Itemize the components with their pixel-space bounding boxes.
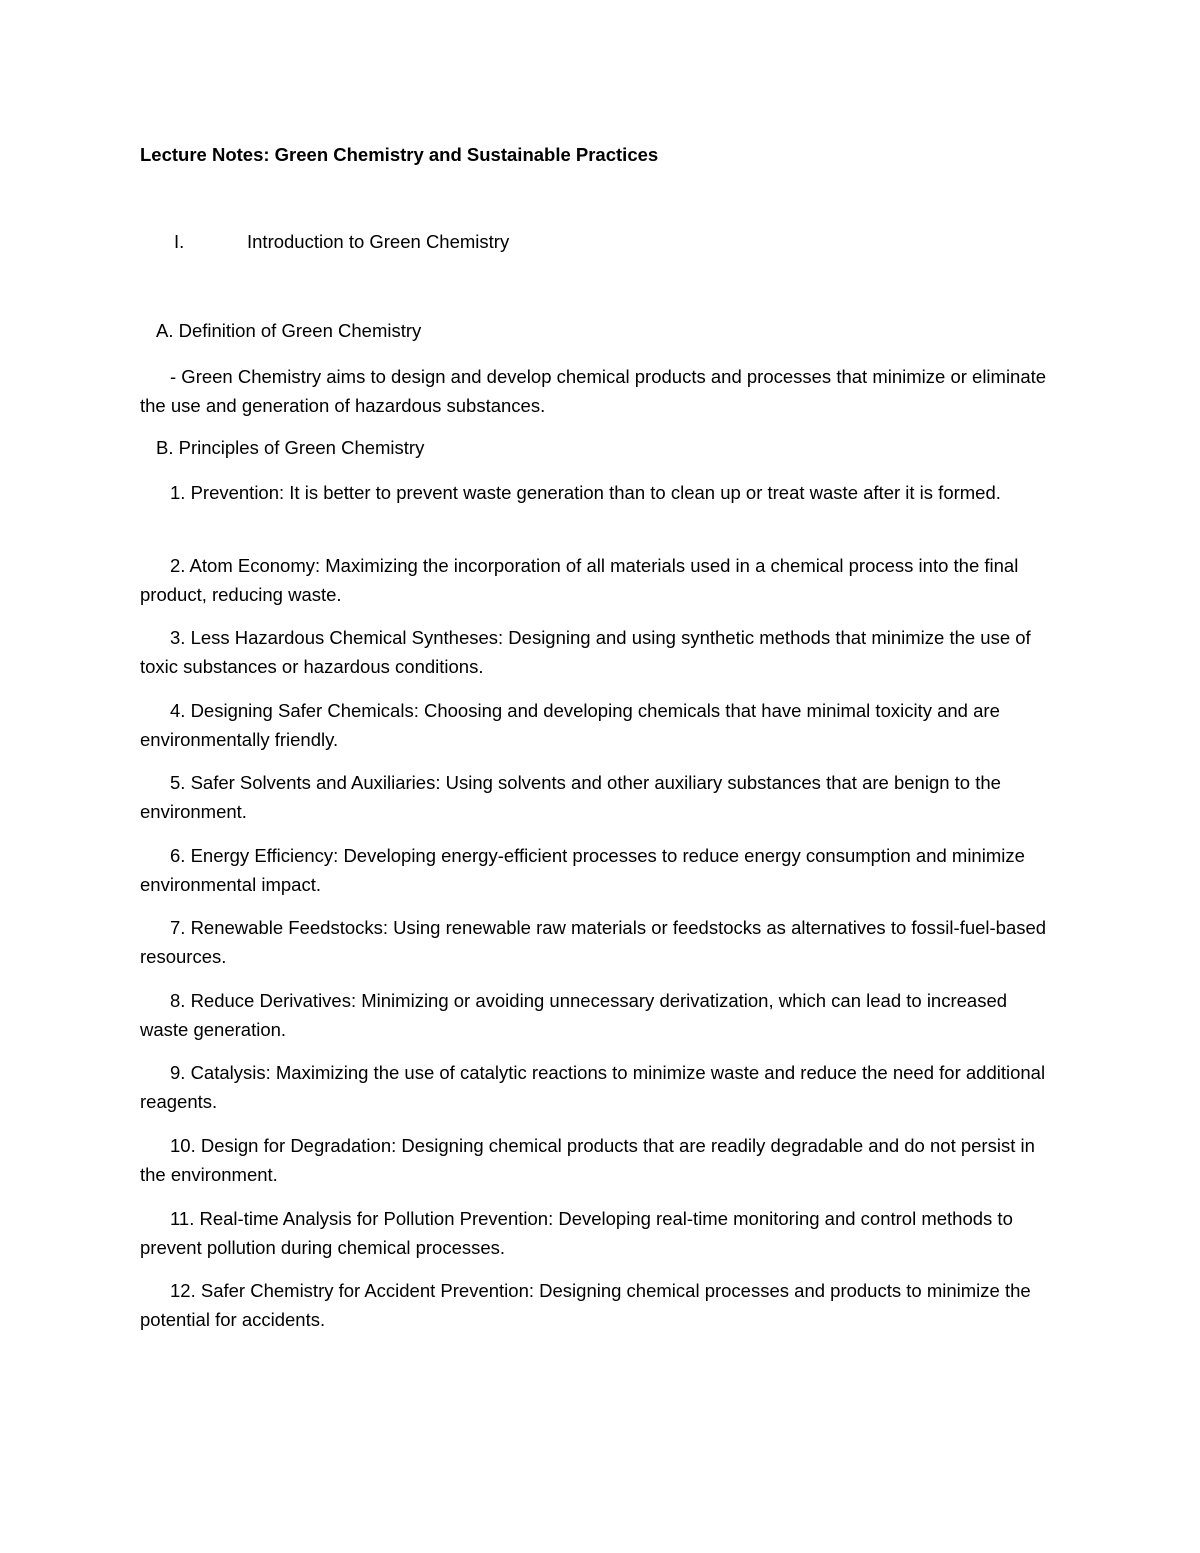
principle-item-12: 12. Safer Chemistry for Accident Prevention: Designing chemical processes and products to minimize the potential for accidents. xyxy=(140,1280,1031,1330)
principle-item-10: 10. Design for Degradation: Designing chemical products that are readily degradable and do not persist in the environment. xyxy=(140,1135,1035,1185)
definition-paragraph: - Green Chemistry aims to design and develop chemical products and processes that minimize or eliminate the use and generation of hazardous substances. xyxy=(140,366,1047,416)
principle-item-7: 7. Renewable Feedstocks: Using renewable raw materials or feedstocks as alternatives to fossil-fuel-based resources. xyxy=(140,917,1047,967)
principle-item-4: 4. Designing Safer Chemicals: Choosing and developing chemicals that have minimal toxicity and are environmentally friendly. xyxy=(140,700,1000,750)
subsection-heading-definition: A. Definition of Green Chemistry xyxy=(156,320,422,341)
principle-item-1: 1. Prevention: It is better to prevent waste generation than to clean up or treat waste after it is formed. xyxy=(170,482,1001,503)
principle-item-5: 5. Safer Solvents and Auxiliaries: Using solvents and other auxiliary substances that are benign to the environment. xyxy=(140,772,1001,822)
principle-item-6: 6. Energy Efficiency: Developing energy-efficient processes to reduce energy consumption and minimize environmental impact. xyxy=(140,845,1025,895)
section-heading xyxy=(174,231,509,253)
subsection-heading-principles: B. Principles of Green Chemistry xyxy=(156,437,425,458)
section-number: I. xyxy=(174,231,185,252)
principle-item-2: 2. Atom Economy: Maximizing the incorporation of all materials used in a chemical process into the final product, reducing waste. xyxy=(140,555,1019,605)
section-title: Introduction to Green Chemistry xyxy=(247,231,510,252)
principle-item-11: 11. Real-time Analysis for Pollution Prevention: Developing real-time monitoring and control methods to prevent pollution during chemical processes. xyxy=(140,1208,1013,1258)
principle-item-9: 9. Catalysis: Maximizing the use of catalytic reactions to minimize waste and reduce the need for additional reagents. xyxy=(140,1062,1046,1112)
principle-item-8: 8. Reduce Derivatives: Minimizing or avoiding unnecessary derivatization, which can lead to increased waste generation. xyxy=(140,990,1008,1040)
document-title: Lecture Notes: Green Chemistry and Sustainable Practices xyxy=(140,144,659,165)
principle-item-3: 3. Less Hazardous Chemical Syntheses: Designing and using synthetic methods that minimize the use of toxic substances or hazardous conditions. xyxy=(140,627,1031,677)
